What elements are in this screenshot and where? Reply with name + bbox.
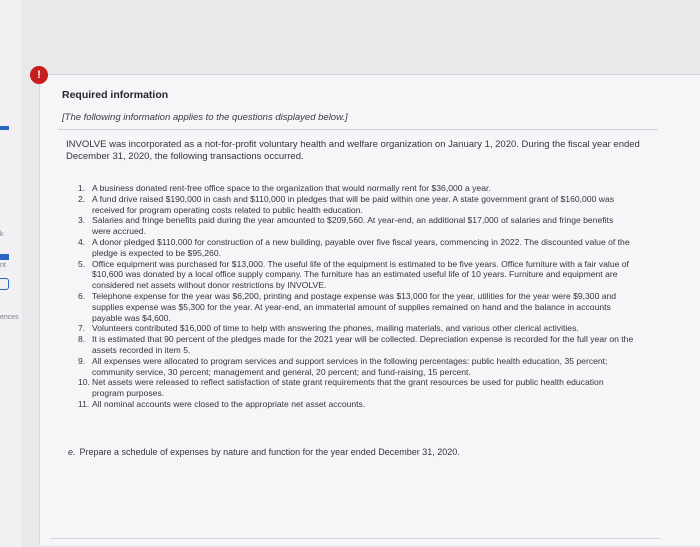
part-e-marker: e. — [68, 446, 76, 457]
nav-label-2[interactable]: nt — [0, 262, 6, 269]
list-item: 11. All nominal accounts were closed to the appropriate net asset accounts. — [78, 398, 366, 409]
list-item: 5. Office equipment was purchased for $13,000. The useful life of the equipment is estimated to be five years. Office furniture with a fair value of $10,600 was donated by a local office supply company. The furniture has an estimated useful life of 10 years. Furniture and equipment are considered net assets without donor restrictions by INVOLVE. — [78, 258, 629, 291]
required-information-panel — [39, 74, 700, 545]
list-item: 4. A donor pledged $110,000 for construction of a new building, payable over five fiscal years, commencing in 2022. The discounted value of the pledge is expected to be $95,260. — [78, 236, 630, 258]
nav-label-3[interactable]: ences — [0, 314, 19, 321]
left-nav-rail — [0, 0, 22, 547]
alert-icon: ! — [30, 66, 48, 84]
list-item: 8. It is estimated that 90 percent of the pledges made for the 2021 year will be collected. Depreciation expense is recorded for the full year on the assets recorded in item 5. — [78, 334, 634, 355]
italic-note: [The following information applies to the questions displayed below.] — [62, 112, 348, 123]
bottom-divider — [50, 538, 661, 539]
list-item: 1. A business donated rent-free office space to the organization that would normally rent for $36,000 a year. — [78, 183, 491, 193]
nav-label-1[interactable]: k — [0, 231, 4, 238]
list-item: 7. Volunteers contributed $16,000 of time to help with answering the phones, mailing materials, and various other clerical activities. — [78, 323, 579, 334]
question-part-e — [68, 447, 648, 457]
section-heading: Required information — [62, 89, 169, 101]
list-item: 10. Net assets were released to reflect satisfaction of state grant requirements that the grant resources be used for public health education program purposes. — [78, 377, 604, 399]
nav-marker-1[interactable] — [0, 126, 9, 130]
list-item: 9. All expenses were allocated to program services and support services in the following percentages: public health education, 35 percent; community service, 30 percent; management and general, 20 percent; and fund-raising, 15 percent. — [78, 355, 608, 377]
list-item: 6. Telephone expense for the year was $6,200, printing and postage expense was $13,000 for the year, utilities for the year were $9,300 and supplies expense was $5,300 for the year. At year-end, an immaterial amount of supplies remained on hand and the balance in accounts payable was $4,600. — [78, 290, 617, 323]
nav-marker-2[interactable] — [0, 254, 9, 260]
transaction-list — [78, 183, 634, 410]
list-item: 2. A fund drive raised $190,000 in cash and $110,000 in pledges that will be paid within one year. A state government grant of $160,000 was received for program operating costs related to public health education. — [78, 193, 615, 215]
part-e-text: Prepare a schedule of expenses by nature and function for the year ended December 31, 2020. — [79, 446, 460, 457]
divider — [58, 129, 658, 130]
list-item: 3. Salaries and fringe benefits paid during the year amounted to $209,560. At year-end, an additional $17,000 of salaries and fringe benefits were accrued. — [78, 215, 614, 237]
intro-paragraph: INVOLVE was incorporated as a not-for-profit voluntary health and welfare organization on January 1, 2020. During the fiscal year ended December 31, 2020, the following transactions occurred. — [66, 139, 640, 162]
nav-box-icon[interactable] — [0, 278, 9, 290]
